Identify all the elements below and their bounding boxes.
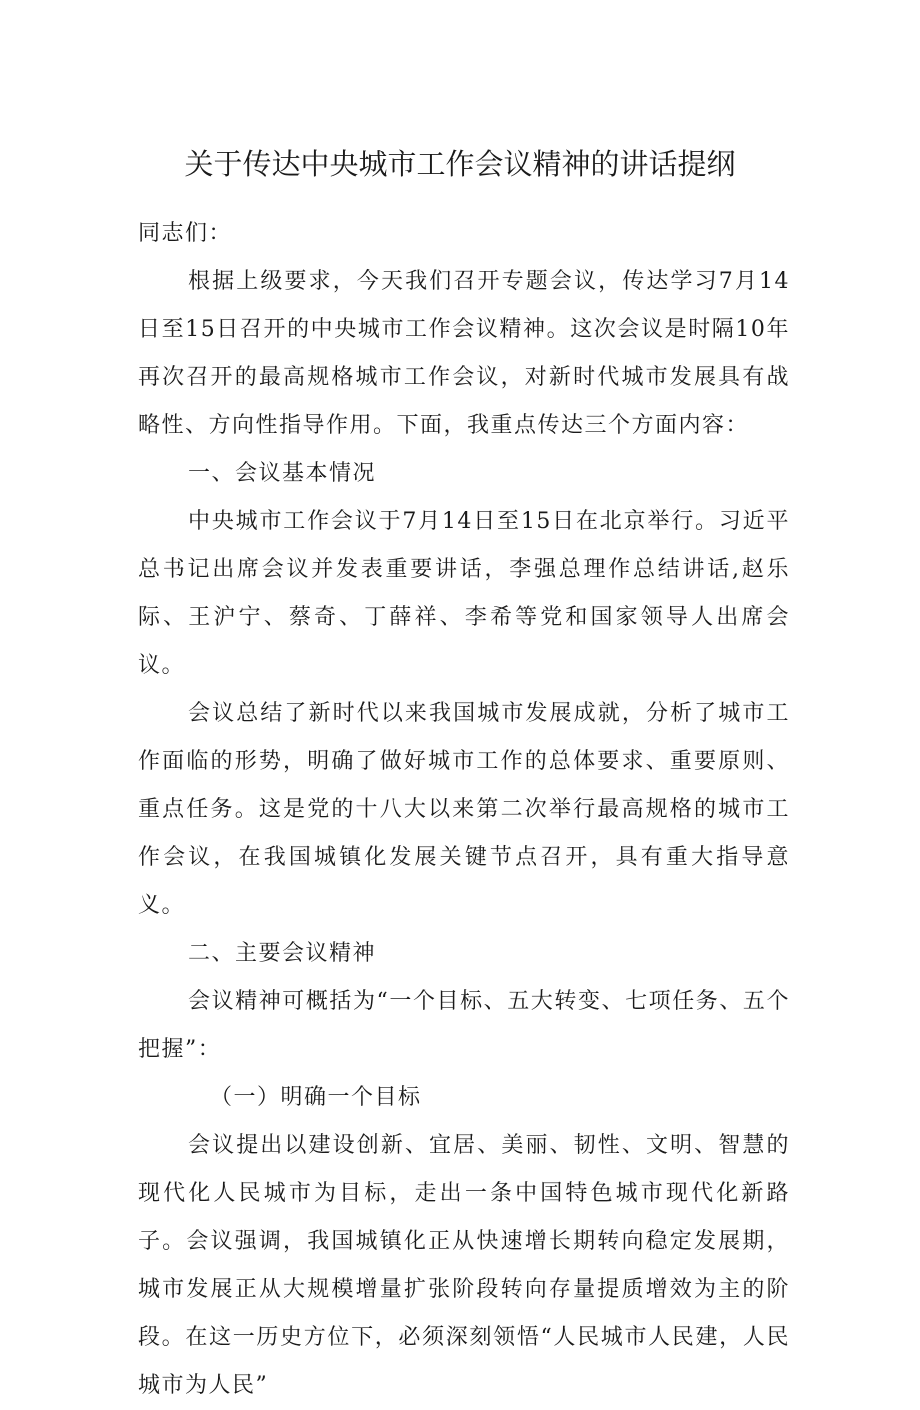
section-heading-1: 一、会议基本情况: [188, 461, 377, 486]
paragraph-1b: 会议总结了新时代以来我国城市发展成就，分析了城市工作面临的形势，明确了做好城市工作的总体要求、重要原则、重点任务。这是党的十八大以来第二次举行最高规格的城市工作会议，在我国城镇化发展关键节点召开，具有重大指导意义。: [138, 701, 790, 918]
salutation: 同志们：: [138, 221, 233, 246]
paragraph-2a: 会议精神可概括为“一个目标、五大转变、七项任务、五个把握”：: [138, 989, 790, 1062]
paragraph-intro: 根据上级要求，今天我们召开专题会议，传达学习7月14日至15日召开的中央城市工作会议精神。这次会议是时隔10年再次召开的最高规格城市工作会议，对新时代城市发展具有战略性、方向性指导作用。下面，我重点传达三个方面内容：: [138, 269, 790, 438]
paragraph-1a: 中央城市工作会议于7月14日至15日在北京举行。习近平总书记出席会议并发表重要讲话，李强总理作总结讲话,赵乐际、王沪宁、蔡奇、丁薛祥、李希等党和国家领导人出席会议。: [138, 509, 790, 678]
section-heading-2: 二、主要会议精神: [188, 941, 377, 966]
paragraph-2-1: 会议提出以建设创新、宜居、美丽、韧性、文明、智慧的现代化人民城市为目标，走出一条中国特色城市现代化新路子。会议强调，我国城镇化正从快速增长期转向稳定发展期，城市发展正从大规模增量扩张阶段转向存量提质增效为主的阶段。在这一历史方位下，必须深刻领悟“人民城市人民建，人民城市为人民”: [138, 1133, 790, 1398]
subsection-heading-2-1: （一）明确一个目标: [210, 1085, 422, 1110]
document-title: 关于传达中央城市工作会议精神的讲话提纲: [184, 147, 736, 181]
document-body: [138, 210, 790, 1410]
